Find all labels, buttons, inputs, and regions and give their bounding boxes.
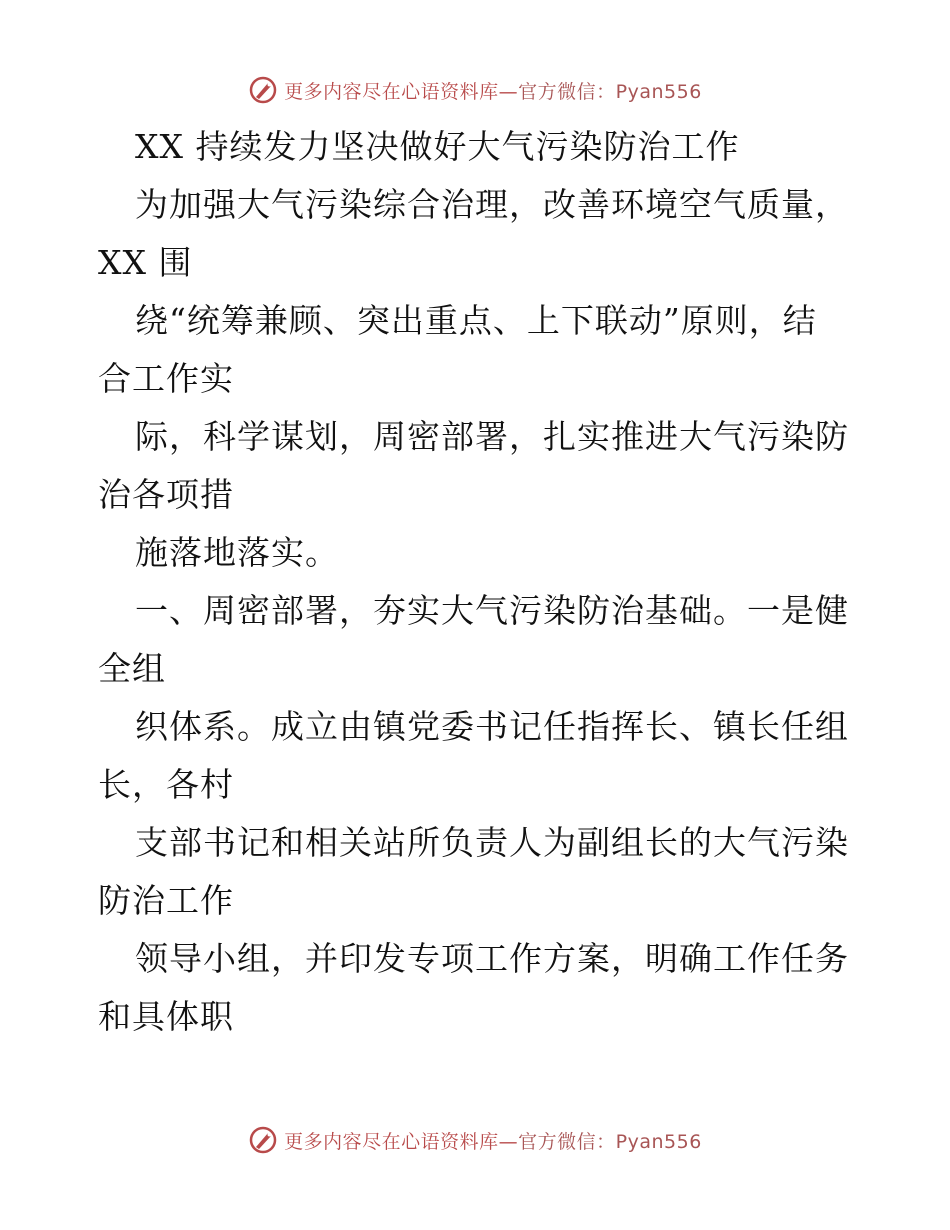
paragraph-line: 治各项措 [98,475,234,514]
paragraph-line: 一、周密部署，夯实大气污染防治基础。一是健 [135,591,849,630]
paragraph-line: 支部书记和相关站所负责人为副组长的大气污染 [135,823,849,862]
paragraph-line: 合工作实 [98,359,234,398]
watermark-wechat: 官方微信：Pyan556 [518,1130,702,1153]
watermark-text [284,77,702,104]
pen-logo-icon [248,1125,278,1155]
paragraph-line: XX 围 [98,243,193,282]
watermark-title: 更多内容尽在心语资料库 [284,1130,499,1153]
watermark-separator: — [498,80,519,103]
document-title-line: XX 持续发力坚决做好大气污染防治工作 [135,127,740,166]
paragraph-line: 全组 [98,649,166,688]
paragraph-line: 长，各村 [98,765,234,804]
paragraph-line: 绕“统筹兼顾、突出重点、上下联动”原则，结 [135,301,817,340]
document-body [98,118,858,1046]
watermark-wechat: 官方微信：Pyan556 [518,80,702,103]
paragraph-line: 防治工作 [98,881,234,920]
header-watermark [0,70,950,110]
watermark-text [284,1127,702,1154]
paragraph-line: 际，科学谋划，周密部署，扎实推进大气污染防 [135,417,849,456]
watermark-title: 更多内容尽在心语资料库 [284,80,499,103]
paragraph-line: 织体系。成立由镇党委书记任指挥长、镇长任组 [135,707,849,746]
paragraph-line: 领导小组，并印发专项工作方案，明确工作任务 [135,939,849,978]
paragraph-line: 为加强大气污染综合治理，改善环境空气质量， [135,185,849,224]
paragraph-line: 和具体职 [98,997,234,1036]
watermark-separator: — [498,1130,519,1153]
footer-watermark [0,1120,950,1160]
pen-logo-icon [248,75,278,105]
paragraph-line: 施落地落实。 [135,533,339,572]
